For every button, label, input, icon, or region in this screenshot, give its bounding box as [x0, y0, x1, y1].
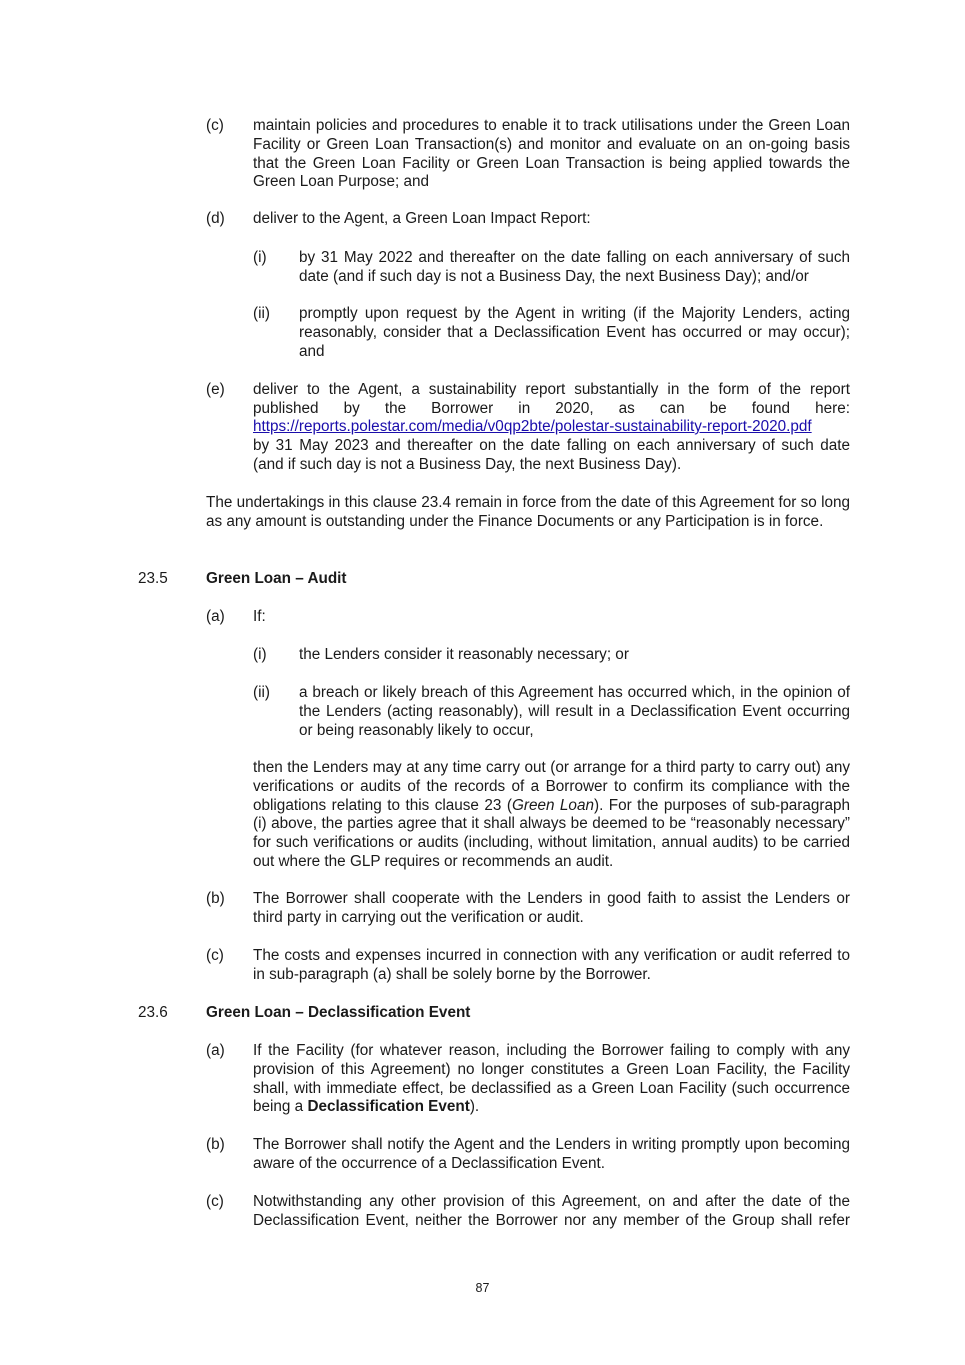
item-label-e: (e): [206, 381, 225, 398]
then-text-1: then the Lenders may at any time carry out (or arrange for a third party to carry out) any verifications or audits of the records of a Borrower to confirm its compliance with the obligations relating to this clause 23 (: [253, 759, 850, 814]
item-23-5-c-text: The costs and expenses incurred in connection with any verification or audit referred to in sub-paragraph (a) shall be solely borne by the Borrower.: [253, 947, 850, 983]
item-label-23-5-a-i: (i): [253, 646, 267, 663]
item-23-5-b-text: The Borrower shall cooperate with the Lenders in good faith to assist the Lenders or third party in carrying out the verification or audit.: [253, 890, 850, 926]
then-text-italic: Green Loan: [511, 796, 594, 814]
item-23-5-a-ii-text: a breach or likely breach of this Agreement has occurred which, in the opinion of the Lenders (acting reasonably), will result in a Declassification Event occurring or being reasonably likely to occur,: [299, 684, 850, 739]
item-label-23-5-b: (b): [206, 890, 225, 907]
page-number: 87: [475, 1281, 490, 1295]
item-label-23-6-b: (b): [206, 1136, 225, 1153]
item-label-23-5-a: (a): [206, 608, 225, 625]
section-title-23-5: Green Loan – Audit: [206, 570, 347, 587]
a-text-bold: Declassification Event: [307, 1098, 470, 1116]
section-number-23-5: 23.5: [138, 570, 168, 587]
item-label-d-ii: (ii): [253, 305, 270, 322]
item-label-23-6-c: (c): [206, 1193, 224, 1210]
item-label-23-5-c: (c): [206, 947, 224, 964]
item-d-i-text: by 31 May 2022 and thereafter on the date falling on each anniversary of such date (and if such day is not a Business Day, the next Business Day); and/or: [299, 249, 850, 285]
item-23-5-a-i-text: the Lenders consider it reasonably necessary; or: [299, 646, 629, 663]
sustainability-report-link[interactable]: https://reports.polestar.com/media/v0qp2bte/polestar-sustainability-report-2020.pdf: [253, 418, 812, 435]
undertakings-paragraph: The undertakings in this clause 23.4 remain in force from the date of this Agreement for so long as any amount is outstanding under the Finance Documents or any Participation is in force.: [206, 494, 850, 530]
section-title-23-6: Green Loan – Declassification Event: [206, 1004, 471, 1021]
item-label-23-6-a: (a): [206, 1042, 225, 1059]
item-e-text-1: deliver to the Agent, a sustainability report substantially in the form of the report published by the Borrower in 2020, as can be found here:: [253, 381, 850, 417]
item-23-6-a-text: [253, 1042, 850, 1117]
a-text-1: If the Facility (for whatever reason, including the Borrower failing to comply with any provision of this Agreement) no longer constitutes a Green Loan Facility, the Facility shall, with immediate effect, be declassified as a Green Loan Facility (such occurrence being a: [253, 1042, 850, 1116]
item-label-d-i: (i): [253, 249, 267, 266]
item-d-text: deliver to the Agent, a Green Loan Impact Report:: [253, 210, 591, 227]
item-23-6-c-text: Notwithstanding any other provision of this Agreement, on and after the date of the Declassification Event, neither the Borrower nor any member of the Group shall refer: [253, 1193, 850, 1229]
item-23-5-a-text: If:: [253, 608, 266, 625]
item-23-5-a-then-paragraph: [253, 759, 850, 872]
item-e-text-2: by 31 May 2023 and thereafter on the date falling on each anniversary of such date (and if such day is not a Business Day, the next Business Day).: [253, 437, 850, 473]
item-d-ii-text: promptly upon request by the Agent in writing (if the Majority Lenders, acting reasonably, consider that a Declassification Event has occurred or may occur); and: [299, 305, 850, 360]
item-c-text: maintain policies and procedures to enable it to track utilisations under the Green Loan Facility or Green Loan Transaction(s) and monitor and evaluate on an on-going basis that the Green Loan Facility or Green Loan Transaction is being applied towards the Green Loan Purpose; and: [253, 117, 850, 191]
item-label-d: (d): [206, 210, 225, 227]
section-number-23-6: 23.6: [138, 1004, 168, 1021]
a-text-2: ).: [469, 1098, 480, 1116]
item-label-c: (c): [206, 117, 224, 134]
then-text-2: ). For the purposes of sub-paragraph (i) above, the parties agree that it shall always be deemed to be “reasonably necessary” for such verifications or audits (including, without limitation, annual audits) to be carried out where the GLP requires or recommends an audit.: [253, 796, 850, 870]
item-label-23-5-a-ii: (ii): [253, 684, 270, 701]
item-23-6-b-text: The Borrower shall notify the Agent and the Lenders in writing promptly upon becoming aware of the occurrence of a Declassification Event.: [253, 1136, 850, 1172]
